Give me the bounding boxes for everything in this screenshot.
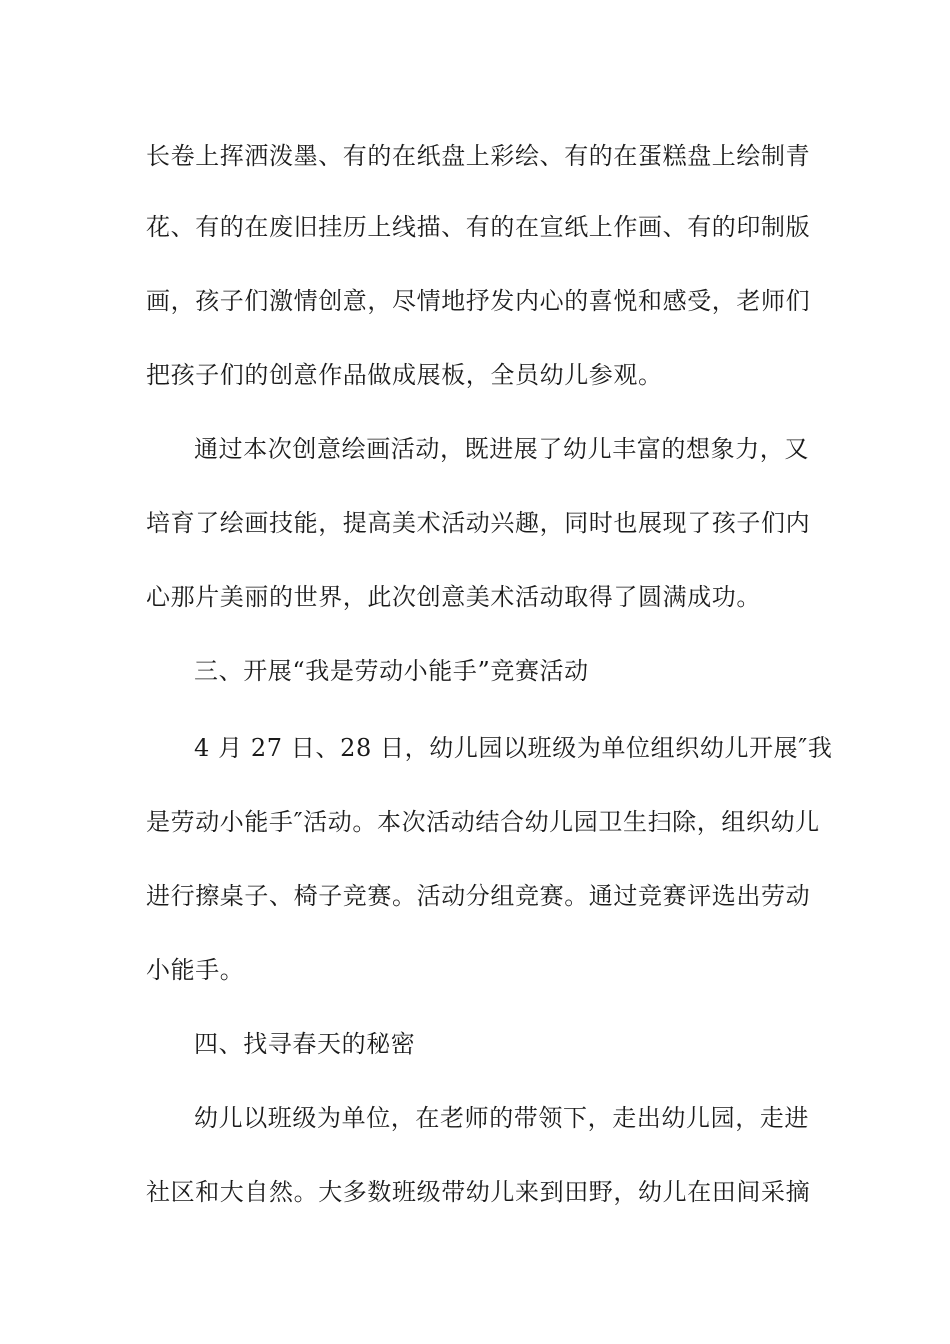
text-line: 小能手。 bbox=[146, 956, 245, 984]
paragraph-first-line: 通过本次创意绘画活动，既进展了幼儿丰富的想象力，又 bbox=[194, 435, 809, 463]
text-line: 培育了绘画技能，提高美术活动兴趣，同时也展现了孩子们内 bbox=[146, 509, 811, 537]
paragraph-first-line: 4 月 27 日、28 日，幼儿园以班级为单位组织幼儿开展″我 bbox=[194, 734, 833, 762]
text-line: 画，孩子们激情创意，尽情地抒发内心的喜悦和感受，老师们 bbox=[146, 287, 811, 315]
text-line: 把孩子们的创意作品做成展板，全员幼儿参观。 bbox=[146, 361, 663, 389]
text-line: 花、有的在废旧挂历上线描、有的在宣纸上作画、有的印制版 bbox=[146, 213, 811, 241]
text-line: 是劳动小能手″活动。本次活动结合幼儿园卫生扫除，组织幼儿 bbox=[146, 808, 820, 836]
paragraph-first-line: 幼儿以班级为单位，在老师的带领下，走出幼儿园，走进 bbox=[194, 1104, 809, 1132]
section-heading: 三、开展“我是劳动小能手”竞赛活动 bbox=[194, 657, 589, 685]
text-line: 长卷上挥洒泼墨、有的在纸盘上彩绘、有的在蛋糕盘上绘制青 bbox=[146, 142, 811, 170]
text-line: 心那片美丽的世界，此次创意美术活动取得了圆满成功。 bbox=[146, 583, 761, 611]
text-line: 进行擦桌子、椅子竞赛。活动分组竞赛。通过竞赛评选出劳动 bbox=[146, 882, 811, 910]
text-line: 社区和大自然。大多数班级带幼儿来到田野，幼儿在田间采摘 bbox=[146, 1178, 811, 1206]
section-heading: 四、找寻春天的秘密 bbox=[194, 1030, 416, 1058]
